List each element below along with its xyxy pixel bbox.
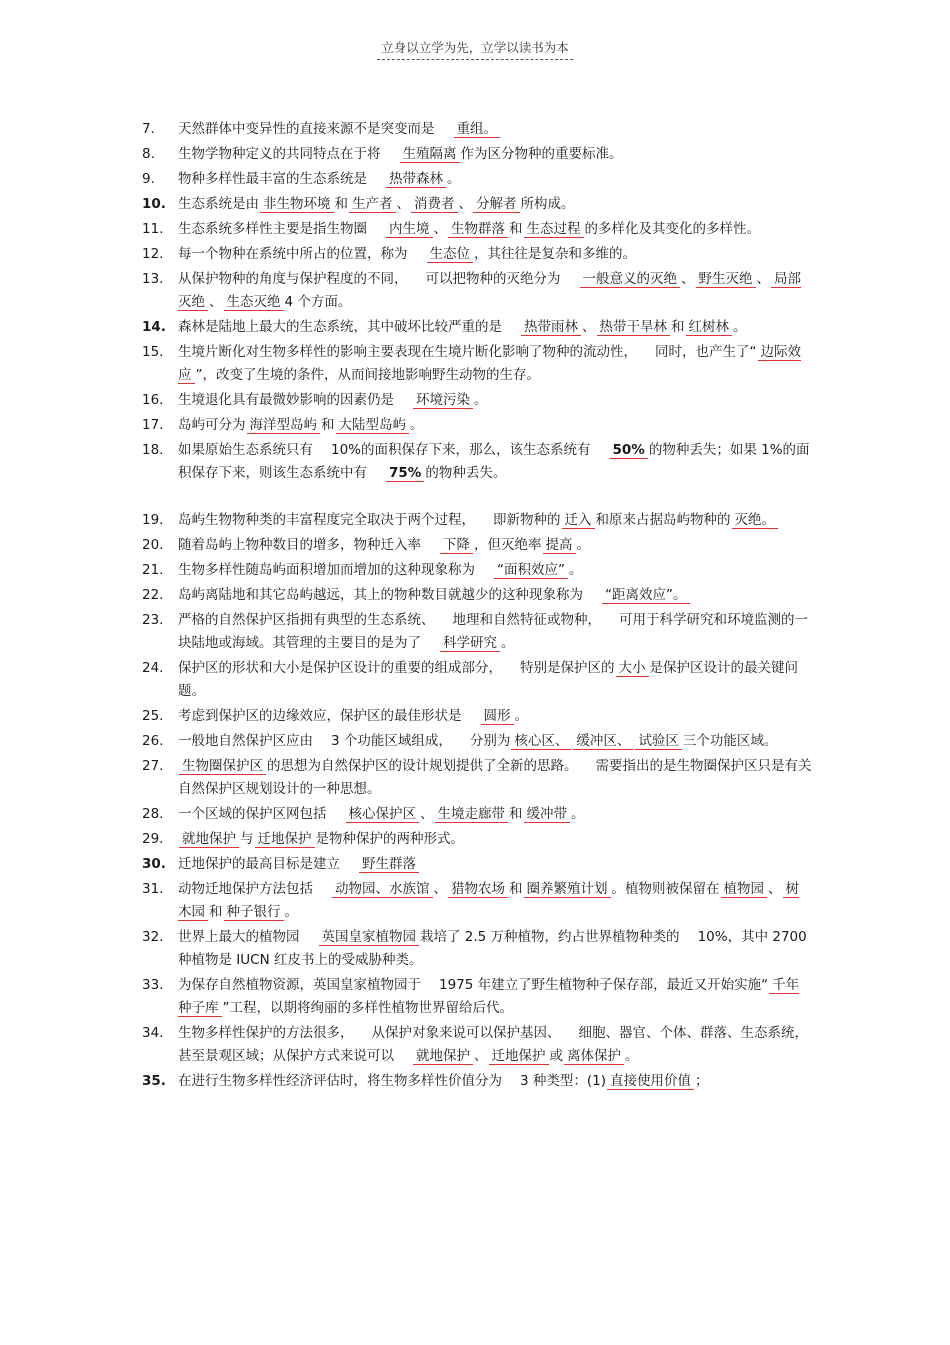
question-text: 细胞、器官、个体、群落、生态系统，甚至景观区域；从保护方式来说可以 [178, 1025, 808, 1064]
answer-blank: 缓冲带 [524, 806, 571, 823]
question-text: 。 [625, 1048, 639, 1064]
question-text: 栽培了 2.5 万种植物，约占世界植物种类的 [420, 929, 680, 945]
question-text: 、 [420, 806, 434, 822]
answer-blank: 迁入 [562, 512, 595, 529]
question-item [142, 341, 812, 387]
question-number: 15. [142, 344, 164, 360]
question-text: 在进行生物多样性经济评估时，将生物多样性价值分为 [178, 1073, 502, 1089]
question-text: 为保存自然植物资源，英国皇家植物园于 [178, 977, 421, 993]
answer-blank: 热带森林 [386, 171, 446, 188]
question-number: 33. [142, 977, 164, 993]
question-item [142, 828, 812, 851]
answer-blank: 海洋型岛屿 [247, 417, 321, 434]
question-item [142, 609, 812, 655]
question-item [142, 316, 812, 339]
question-number: 24. [142, 660, 164, 676]
question-text: 地理和自然特征或物种， [452, 612, 601, 628]
question-text: 每一个物种在系统中所占的位置，称为 [178, 246, 408, 262]
question-text: 天然群体中变异性的直接来源不是突变而是 [178, 121, 435, 137]
question-text: 物种多样性最丰富的生态系统是 [178, 171, 367, 187]
answer-blank: 重组。 [454, 121, 501, 138]
answer-blank: 分解者 [473, 196, 520, 213]
question-text: 和 [209, 904, 223, 920]
answer-blank: 猎物农场 [448, 881, 508, 898]
question-number: 27. [142, 758, 164, 774]
header-motto: 立身以立学为先，立学以读书为本 [377, 38, 573, 60]
answer-blank: 迁地保护 [489, 1048, 549, 1065]
question-item [142, 1070, 812, 1093]
question-item [142, 439, 812, 485]
question-text: 三个功能区域。 [682, 733, 778, 749]
question-text: 生态系统多样性主要是指生物圈 [178, 221, 367, 237]
question-text: 可用于科学研究和环境监测的一块陆地或海域。其管理的主要目的是为了 [178, 612, 808, 651]
answer-blank: 缓冲区、 [573, 733, 633, 750]
question-item [142, 730, 812, 753]
question-text: 和 [509, 221, 523, 237]
question-text: 考虑到保护区的边缘效应，保护区的最佳形状是 [178, 708, 462, 724]
question-number: 29. [142, 831, 164, 847]
question-text: 。 [447, 171, 461, 187]
question-text: 。 [501, 635, 515, 651]
answer-blank: 提高 [543, 537, 576, 554]
answer-blank: 生物圈保护区 [179, 758, 266, 775]
question-number: 31. [142, 881, 164, 897]
question-item [142, 143, 812, 166]
question-text: 3 种类型：(1) [520, 1073, 607, 1089]
question-item [142, 803, 812, 826]
question-item [142, 268, 812, 314]
question-text: 生物学物种定义的共同特点在于将 [178, 146, 381, 162]
question-text: 作为区分物种的重要标准。 [460, 146, 623, 162]
question-text: 即新物种的 [493, 512, 561, 528]
question-number: 35. [142, 1073, 166, 1089]
question-text: 。 [410, 417, 424, 433]
question-text: 或 [549, 1048, 563, 1064]
question-text: 迁地保护的最高目标是建立 [178, 856, 340, 872]
question-item [142, 534, 812, 557]
question-text: 。 [514, 708, 528, 724]
question-text: 、 [458, 196, 472, 212]
question-item [142, 974, 812, 1020]
question-number: 19. [142, 512, 164, 528]
answer-blank: 50% [610, 442, 648, 459]
question-text: 岛屿可分为 [178, 417, 246, 433]
question-text: 1975 年建立了野生植物种子保存部，最近又开始实施“ [439, 977, 769, 993]
question-number: 26. [142, 733, 164, 749]
question-list [142, 118, 812, 1095]
answer-blank: 边际效应 [178, 344, 801, 383]
question-text: 。植物则被保留在 [611, 881, 720, 897]
question-text: 4 个方面。 [284, 294, 352, 310]
question-item [142, 584, 812, 607]
question-number: 16. [142, 392, 164, 408]
question-item [142, 853, 812, 876]
answer-blank: 生产者 [349, 196, 396, 213]
answer-blank: 核心保护区 [346, 806, 420, 823]
question-text: 所构成。 [520, 196, 575, 212]
answer-blank: 生境走廊带 [435, 806, 509, 823]
question-text: 、 [433, 881, 447, 897]
answer-blank: 千年种子库 [178, 977, 800, 1016]
answer-blank: 科学研究 [440, 635, 500, 652]
question-item [142, 168, 812, 191]
question-number: 28. [142, 806, 164, 822]
answer-blank: 生态位 [427, 246, 474, 263]
question-number: 8. [142, 146, 155, 162]
question-text: 。 [733, 319, 747, 335]
answer-blank: 核心区、 [511, 733, 571, 750]
answer-blank: 圈养繁殖计划 [524, 881, 611, 898]
question-text: 。 [474, 392, 488, 408]
answer-blank: 就地保护 [179, 831, 239, 848]
question-text: 一般地自然保护区应由 [178, 733, 313, 749]
answer-blank: 热带雨林 [521, 319, 581, 336]
question-text: 可以把物种的灭绝分为 [425, 271, 561, 287]
question-text: 是物种保护的两种形式。 [315, 831, 464, 847]
question-text: 一个区域的保护区网包括 [178, 806, 327, 822]
question-text: 的物种丢失。 [425, 465, 507, 481]
answer-blank: 内生境 [386, 221, 433, 238]
answer-blank: 野生灭绝 [696, 271, 756, 288]
question-number: 30. [142, 856, 166, 872]
question-item [142, 657, 812, 703]
question-text: 。 [571, 806, 585, 822]
question-number: 14. [142, 319, 166, 335]
question-item [142, 509, 812, 532]
question-text: 生态系统是由 [178, 196, 259, 212]
answer-blank: 生物群落 [448, 221, 508, 238]
answer-blank: 野生群落 [359, 856, 419, 873]
question-number: 18. [142, 442, 164, 458]
question-text: 的思想为自然保护区的设计规划提供了全新的思路。 [267, 758, 578, 774]
answer-blank: 英国皇家植物园 [319, 929, 420, 946]
question-number: 20. [142, 537, 164, 553]
question-text: 10%的面积保存下来，那么，该生态系统有 [331, 442, 591, 458]
page-header [0, 38, 950, 60]
answer-blank: 大小 [616, 660, 649, 677]
question-item [142, 118, 812, 141]
answer-blank: 75% [386, 465, 424, 482]
question-text: 。 [569, 562, 583, 578]
question-text: 动物迁地保护方法包括 [178, 881, 313, 897]
answer-blank: 生态灭绝 [224, 294, 284, 311]
question-text: 、 [582, 319, 596, 335]
answer-blank: 一般意义的灭绝 [580, 271, 681, 288]
question-text: 和 [321, 417, 335, 433]
question-text: 3 个功能区域组成， [331, 733, 452, 749]
answer-blank: “距离效应”。 [602, 587, 690, 604]
answer-blank: 下降 [440, 537, 473, 554]
answer-blank: 生态过程 [524, 221, 584, 238]
answer-blank: 离体保护 [564, 1048, 624, 1065]
answer-blank: 种子银行 [224, 904, 284, 921]
question-text: 和 [509, 806, 523, 822]
question-item [142, 389, 812, 412]
answer-blank: “面积效应” [494, 562, 568, 579]
question-text: 。 [576, 537, 590, 553]
question-text: 和 [509, 881, 523, 897]
question-number: 23. [142, 612, 164, 628]
question-text: ”，改变了生境的条件，从而间接地影响野生动物的生存。 [195, 367, 540, 383]
answer-blank: 迁地保护 [255, 831, 315, 848]
question-number: 34. [142, 1025, 164, 1041]
question-item [142, 755, 812, 801]
question-text: 和 [671, 319, 685, 335]
question-number: 9. [142, 171, 155, 187]
question-number: 21. [142, 562, 164, 578]
question-text: 、 [768, 881, 782, 897]
question-text: 从保护对象来说可以保护基因、 [371, 1025, 561, 1041]
answer-blank: 树木园 [178, 881, 799, 920]
question-text: ，但灭绝率 [474, 537, 542, 553]
question-item [142, 705, 812, 728]
question-text: 特别是保护区的 [520, 660, 615, 676]
section-spacer [142, 487, 812, 509]
question-item [142, 414, 812, 437]
question-text: 需要指出的是生物圈保护区只是有关自然保护区规划设计的一种思想。 [178, 758, 812, 797]
question-number: 12. [142, 246, 164, 262]
question-text: 随着岛屿上物种数目的增多，物种迁入率 [178, 537, 421, 553]
question-text: 同时，也产生了“ [655, 344, 757, 360]
question-text: ”工程，以期将绚丽的多样性植物世界留给后代。 [222, 1000, 513, 1016]
question-text: 。 [284, 904, 298, 920]
answer-blank: 热带干旱林 [597, 319, 671, 336]
question-text: ； [695, 1073, 709, 1089]
question-text: 世界上最大的植物园 [178, 929, 300, 945]
question-text: 保护区的形状和大小是保护区设计的重要的组成部分， [178, 660, 502, 676]
question-text: 、 [756, 271, 770, 287]
question-text: 、 [474, 1048, 488, 1064]
question-text: 生境退化具有最微妙影响的因素仍是 [178, 392, 394, 408]
question-text: 如果原始生态系统只有 [178, 442, 313, 458]
answer-blank: 大陆型岛屿 [336, 417, 410, 434]
question-item [142, 193, 812, 216]
question-number: 22. [142, 587, 164, 603]
answer-blank: 生殖隔离 [400, 146, 460, 163]
answer-blank: 动物园、水族馆 [332, 881, 433, 898]
answer-blank: 灭绝。 [732, 512, 779, 529]
answer-blank: 消费者 [411, 196, 458, 213]
question-number: 7. [142, 121, 155, 137]
question-text: 岛屿离陆地和其它岛屿越远，其上的物种数目就越少的这种现象称为 [178, 587, 583, 603]
answer-blank: 局部灭绝 [178, 271, 801, 310]
question-text: 和 [334, 196, 348, 212]
question-number: 25. [142, 708, 164, 724]
question-text: 与 [240, 831, 254, 847]
answer-blank: 试验区 [635, 733, 682, 750]
question-text: 10%，其中 2700 种植物是 IUCN 红皮书上的受威胁种类。 [178, 929, 807, 968]
question-number: 17. [142, 417, 164, 433]
answer-blank: 就地保护 [413, 1048, 473, 1065]
question-text: 生物多样性随岛屿面积增加而增加的这种现象称为 [178, 562, 475, 578]
question-text: 的物种丢失；如果 1%的面积保存下来，则该生态系统中有 [178, 442, 810, 481]
answer-blank: 环境污染 [413, 392, 473, 409]
question-number: 13. [142, 271, 164, 287]
question-text: 严格的自然保护区指拥有典型的生态系统、 [178, 612, 435, 628]
question-item [142, 218, 812, 241]
question-item [142, 926, 812, 972]
question-text: 是保护区设计的最关键问题。 [178, 660, 798, 699]
question-text: 、 [433, 221, 447, 237]
question-text: 、 [209, 294, 223, 310]
question-item [142, 559, 812, 582]
question-item [142, 878, 812, 924]
answer-blank: 非生物环境 [260, 196, 334, 213]
question-text: 分别为 [469, 733, 511, 749]
question-text: 岛屿生物物种类的丰富程度完全取决于两个过程， [178, 512, 475, 528]
answer-blank: 植物园 [721, 881, 768, 898]
question-text: 和原来占据岛屿物种的 [595, 512, 731, 528]
question-text: ，其往往是复杂和多维的。 [474, 246, 636, 262]
question-text: 、 [681, 271, 695, 287]
question-text: 生境片断化对生物多样性的影响主要表现在生境片断化影响了物种的流动性， [178, 344, 637, 360]
answer-blank: 直接使用价值 [607, 1073, 694, 1090]
question-number: 10. [142, 196, 166, 212]
answer-blank: 圆形 [481, 708, 514, 725]
question-text: 的多样化及其变化的多样性。 [584, 221, 760, 237]
question-text: 生物多样性保护的方法很多， [178, 1025, 354, 1041]
question-text: 森林是陆地上最大的生态系统，其中破坏比较严重的是 [178, 319, 502, 335]
question-text: 、 [396, 196, 410, 212]
question-item [142, 1022, 812, 1068]
question-text: 从保护物种的角度与保护程度的不同， [178, 271, 408, 287]
question-number: 11. [142, 221, 164, 237]
answer-blank: 红树林 [686, 319, 733, 336]
question-number: 32. [142, 929, 164, 945]
question-item [142, 243, 812, 266]
